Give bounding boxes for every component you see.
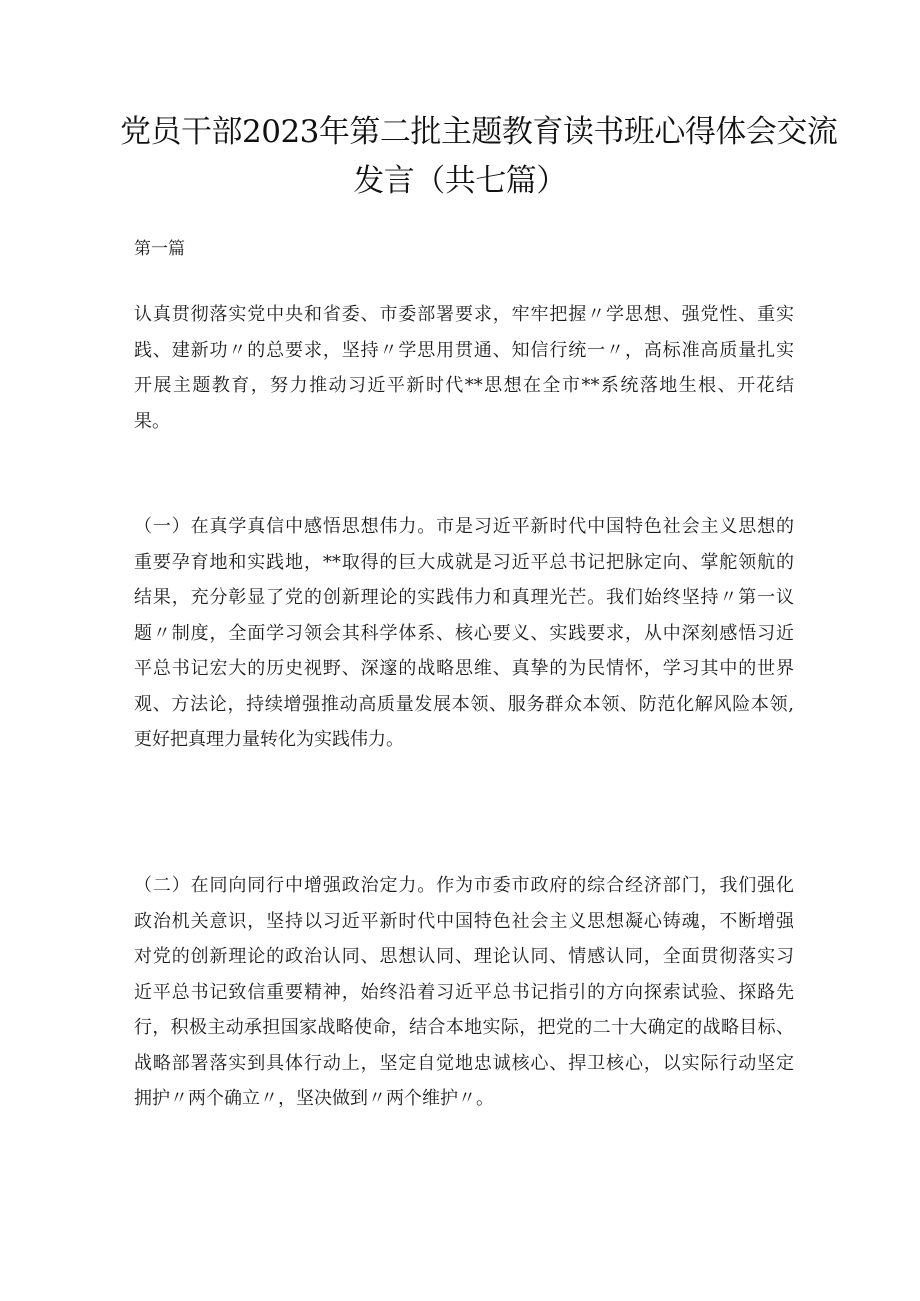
paragraph-line: 认真贯彻落实党中央和省委、市委部署要求，牢牢把握〃学思想、强党性、重实 [134, 304, 794, 325]
paragraph-line: （二）在同向同行中增强政治定力。作为市委市政府的综合经济部门，我们强化 [134, 875, 794, 896]
paragraph-section-2 [134, 868, 794, 1117]
title-line-2: 发言（共七篇） [353, 163, 567, 199]
document-title [120, 108, 838, 206]
paragraph-line: 拥护〃两个确立〃，坚决做到〃两个维护〃。 [134, 1088, 494, 1109]
paragraph-line: 重要孕育地和实践地，**取得的巨大成就是习近平总书记把脉定向、掌舵领航的 [134, 551, 794, 573]
paragraph-line: 观、方法论，持续增强推动高质量发展本领、服务群众本领、防范化解风险本领, [134, 693, 794, 715]
paragraph-line: 对党的创新理论的政治认同、思想认同、理论认同、情感认同，全面贯彻落实习 [134, 946, 794, 967]
paragraph-line: 近平总书记致信重要精神，始终沿着习近平总书记指引的方向探索试验、探路先 [134, 981, 794, 1003]
paragraph-line: 开展主题教育，努力推动习近平新时代**思想在全市**系统落地生根、开花结 [134, 375, 794, 396]
paragraph-intro [134, 297, 794, 439]
paragraph-section-1 [134, 509, 794, 758]
paragraph-line: 政治机关意识，坚持以习近平新时代中国特色社会主义思想凝心铸魂，不断增强 [134, 910, 794, 932]
paragraph-line: 行，积极主动承担国家战略使命，结合本地实际，把党的二十大确定的战略目标、 [134, 1017, 794, 1038]
section-label: 第一篇 [134, 239, 185, 259]
paragraph-line: 更好把真理力量转化为实践伟力。 [134, 729, 404, 750]
paragraph-line: （一）在真学真信中感悟思想伟力。市是习近平新时代中国特色社会主义思想的 [134, 516, 794, 537]
paragraph-line: 题〃制度，全面学习领会其科学体系、核心要义、实践要求，从中深刻感悟习近 [134, 622, 794, 644]
paragraph-line: 平总书记宏大的历史视野、深邃的战略思维、真挚的为民情怀，学习其中的世界 [134, 658, 794, 679]
paragraph-line: 结果，充分彰显了党的创新理论的实践伟力和真理光芒。我们始终坚持〃第一议 [134, 587, 794, 608]
paragraph-line: 践、建新功〃的总要求，坚持〃学思用贯通、知信行统一〃，高标准高质量扎实 [134, 339, 794, 361]
paragraph-line: 果。 [134, 410, 170, 432]
title-line-1: 党员干部2023年第二批主题教育读书班心得体会交流 [120, 114, 838, 150]
paragraph-line: 战略部署落实到具体行动上，坚定自觉地忠诚核心、捍卫核心，以实际行动坚定 [134, 1052, 794, 1074]
